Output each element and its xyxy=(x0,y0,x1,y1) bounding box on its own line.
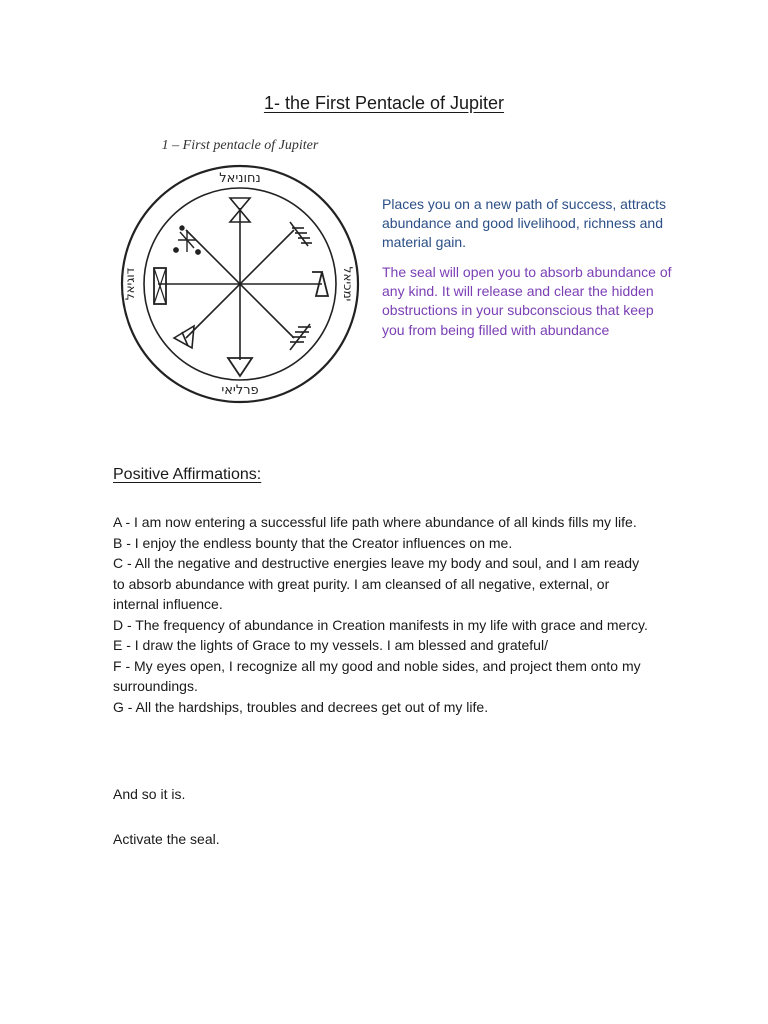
seal-ring-bottom: פרליאי xyxy=(221,383,259,398)
closing-activate-seal: Activate the seal. xyxy=(113,831,220,847)
affirmations-heading: Positive Affirmations: xyxy=(113,466,262,483)
seal-ring-right: ימכיאל xyxy=(341,266,355,302)
seal-figure xyxy=(112,132,368,408)
affirmation-g: G - All the hardships, troubles and decrees get out of my life. xyxy=(113,698,489,715)
jupiter-pentacle-seal-icon xyxy=(112,160,368,408)
intro-success-text: Places you on a new path of success, attracts abundance and good livelihood, richness and material gain. xyxy=(382,196,667,251)
affirmation-c: C - All the negative and destructive energies leave my body and soul, and I am ready to absorb abundance with great purity. I am cleansed of all negative, external, or internal influence. xyxy=(113,555,640,612)
affirmation-f: F - My eyes open, I recognize all my good and noble sides, and project them onto my surroundings. xyxy=(113,657,641,694)
seal-caption: 1 – First pentacle of Jupiter xyxy=(161,138,319,153)
affirmations-list xyxy=(113,512,653,717)
seal-ring-top: נחוניאל xyxy=(219,171,261,186)
affirmation-b: B - I enjoy the endless bounty that the Creator influences on me. xyxy=(113,534,513,551)
intro-abundance-text: The seal will open you to absorb abundance of any kind. It will release and clear the hidden obstructions in your subconscious that keep you from being filled with abundance xyxy=(382,264,672,338)
closing-so-it-is: And so it is. xyxy=(113,786,186,802)
affirmation-d: D - The frequency of abundance in Creation manifests in my life with grace and mercy. xyxy=(113,616,648,633)
seal-ring-left: דוגיאל xyxy=(123,267,137,301)
page-title: 1- the First Pentacle of Jupiter xyxy=(263,93,505,113)
affirmation-e: E - I draw the lights of Grace to my vessels. I am blessed and grateful/ xyxy=(113,637,548,653)
affirmation-a: A - I am now entering a successful life path where abundance of all kinds fills my life. xyxy=(113,514,637,530)
